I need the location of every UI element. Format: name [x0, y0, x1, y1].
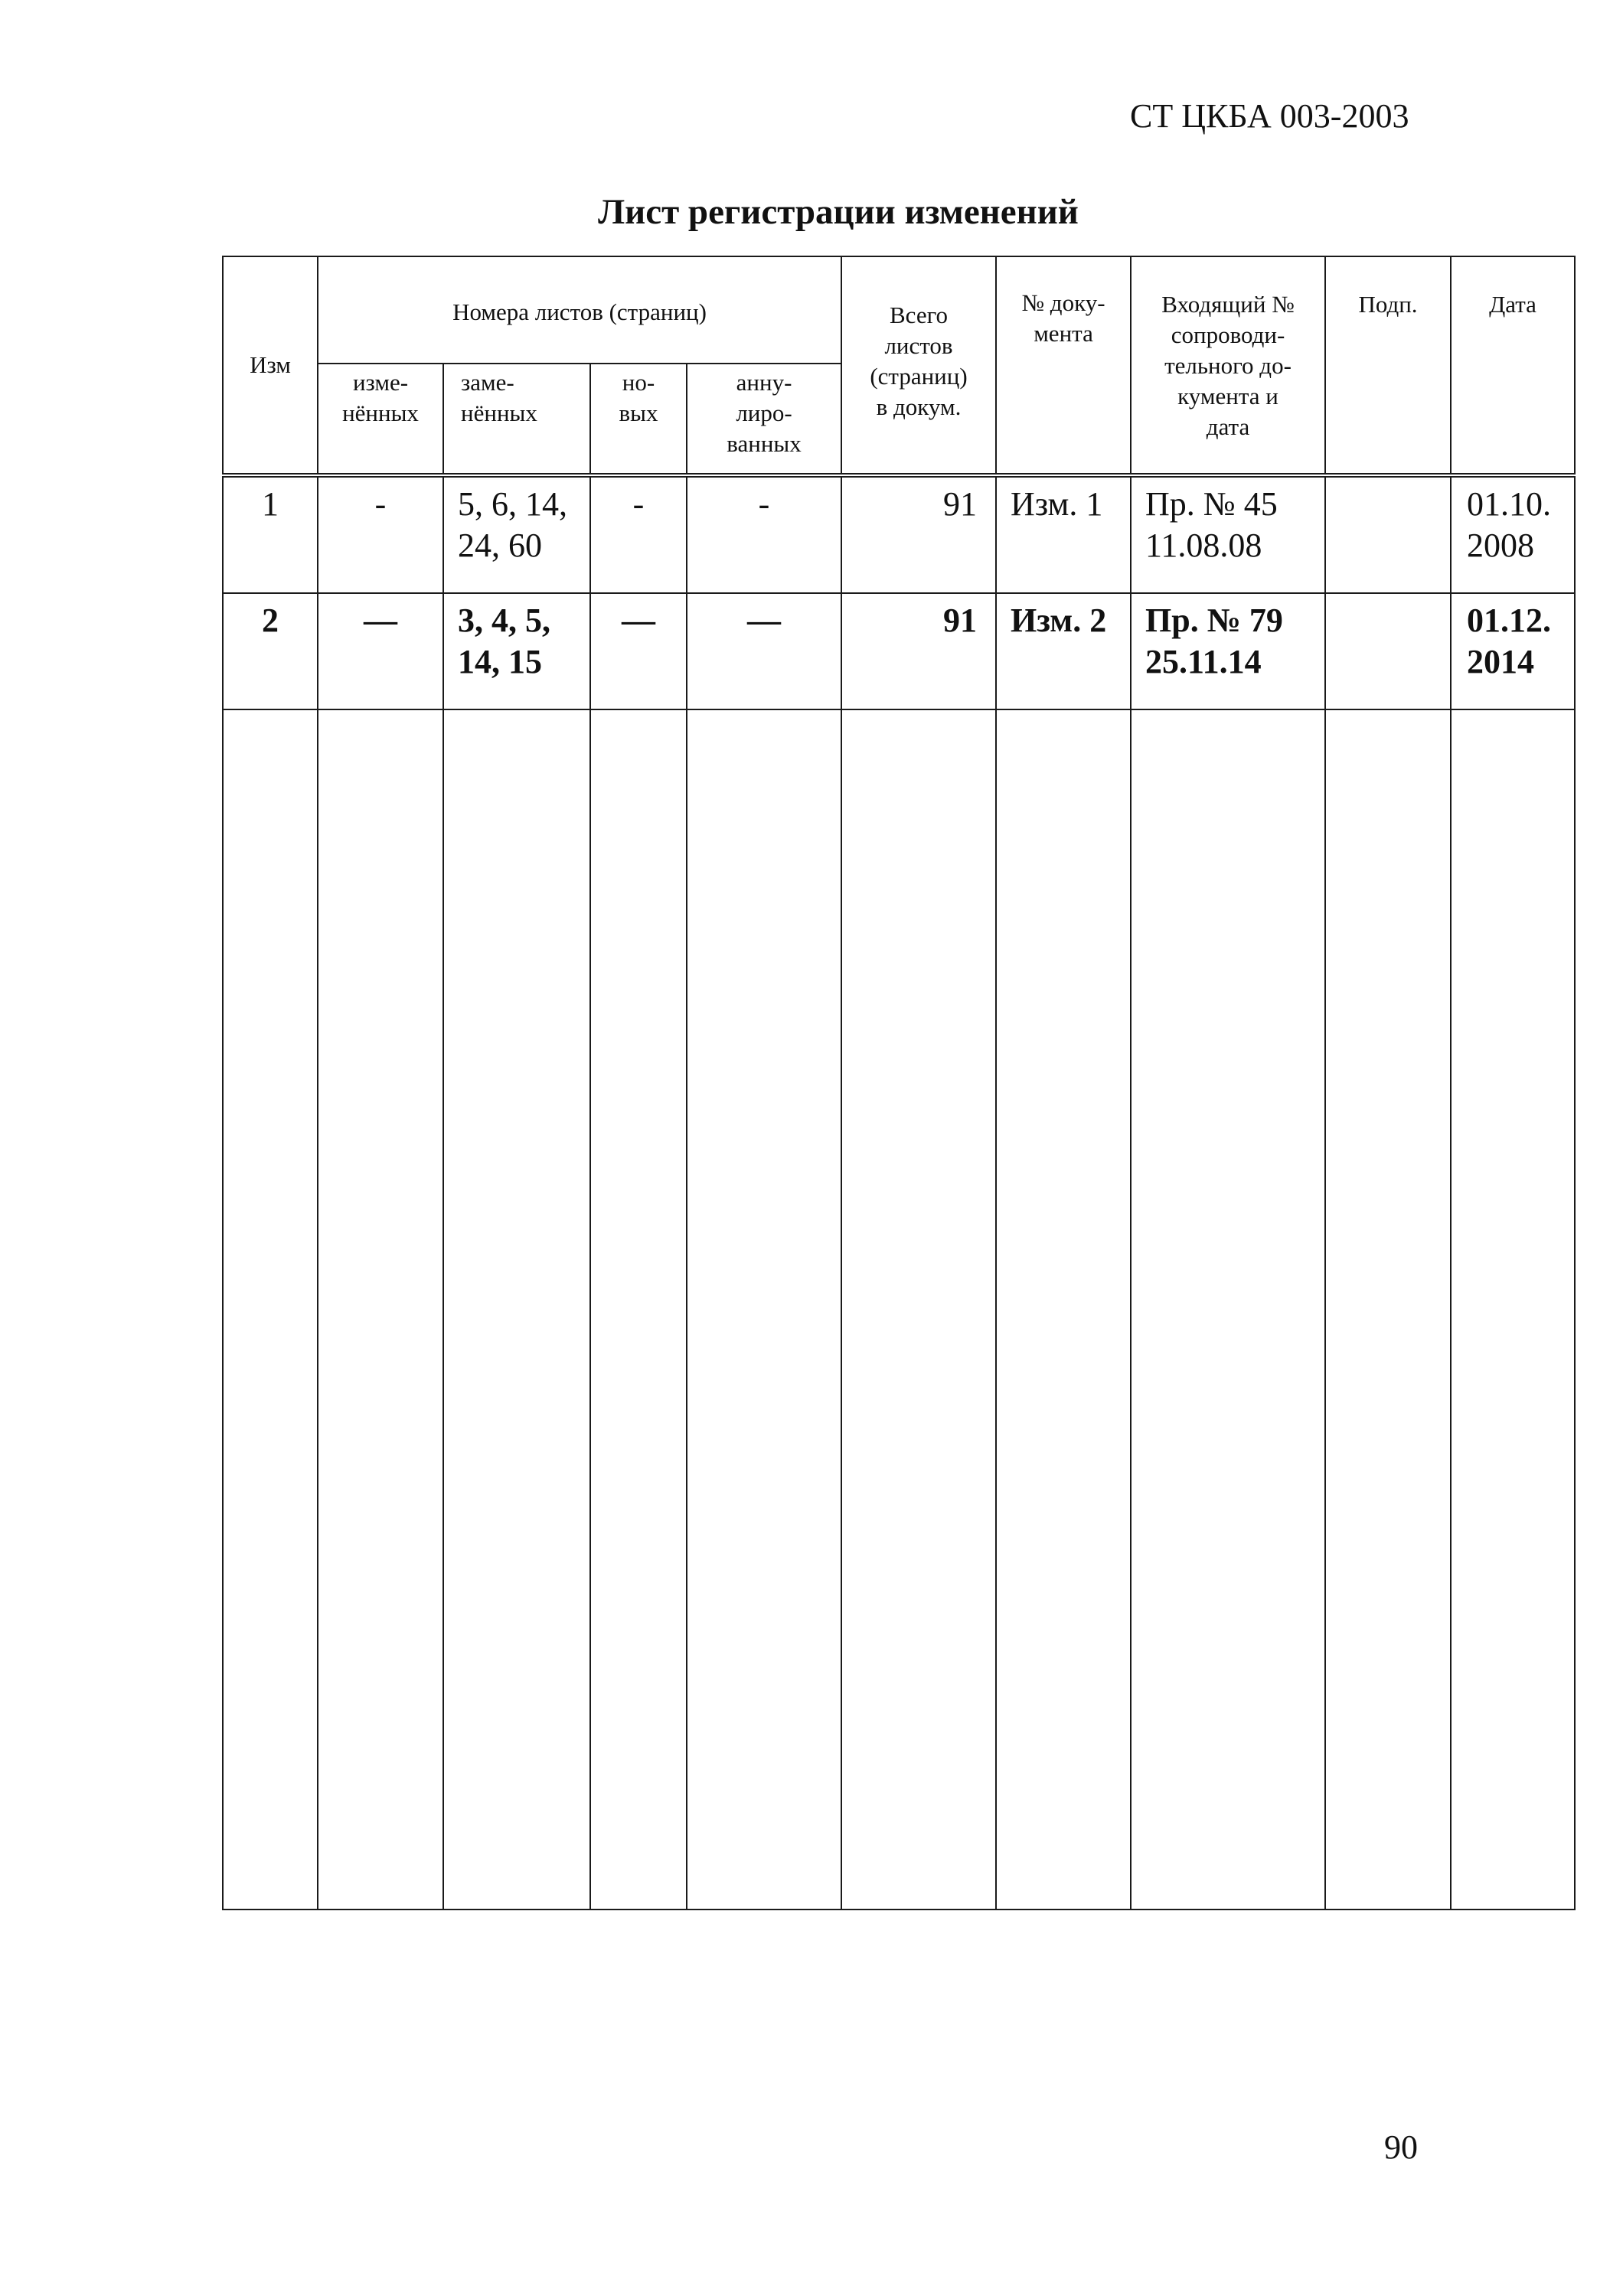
cell-changed — [318, 593, 443, 709]
cell-total-value: 91 — [943, 602, 978, 639]
cell-annulled-value: - — [758, 485, 770, 523]
table-row — [223, 475, 1575, 593]
cell-annulled — [687, 593, 841, 709]
empty-cell — [1325, 709, 1451, 1910]
empty-cell — [841, 709, 996, 1910]
empty-cell — [590, 709, 687, 1910]
cell-changed-value: — — [364, 602, 397, 639]
header-changed — [318, 364, 443, 475]
header-sheet-numbers-label: Номера листов (страниц) — [452, 298, 707, 325]
empty-cell — [996, 709, 1131, 1910]
cell-new — [590, 593, 687, 709]
header-date — [1451, 256, 1575, 475]
header-date-label: Дата — [1489, 291, 1536, 318]
document-code: СТ ЦКБА 003-2003 — [1130, 97, 1409, 135]
cell-annulled-value: — — [747, 602, 781, 639]
cell-doc-number-value: Изм. 1 — [1011, 485, 1103, 523]
cell-doc-number — [996, 475, 1131, 593]
empty-cell — [1451, 709, 1575, 1910]
header-replaced-label: заме- нённых — [461, 369, 537, 426]
header-total-sheets-label: Всего листов (страниц) в докум. — [870, 302, 968, 420]
cell-replaced — [443, 475, 590, 593]
cell-izm — [223, 475, 318, 593]
cell-incoming-value: Пр. № 45 11.08.08 — [1145, 485, 1278, 564]
empty-cell — [223, 709, 318, 1910]
header-sheet-numbers — [318, 256, 841, 364]
header-changed-label: изме- нённых — [342, 369, 419, 426]
table-empty-area — [223, 709, 1575, 1910]
cell-signature-value — [1326, 478, 1450, 484]
table-header-row — [223, 256, 1575, 364]
header-annulled — [687, 364, 841, 475]
cell-annulled — [687, 475, 841, 593]
cell-changed — [318, 475, 443, 593]
empty-cell — [687, 709, 841, 1910]
header-total-sheets — [841, 256, 996, 475]
empty-cell — [318, 709, 443, 1910]
cell-incoming — [1131, 593, 1325, 709]
cell-total-value: 91 — [943, 485, 978, 523]
empty-cell — [443, 709, 590, 1910]
header-annulled-label: анну- лиро- ванных — [727, 369, 802, 457]
cell-incoming — [1131, 475, 1325, 593]
header-new — [590, 364, 687, 475]
cell-new — [590, 475, 687, 593]
change-registration-table — [222, 256, 1576, 1910]
cell-replaced-value: 5, 6, 14, 24, 60 — [458, 485, 567, 564]
empty-cell — [1131, 709, 1325, 1910]
header-replaced — [443, 364, 590, 475]
cell-izm-value: 1 — [262, 485, 279, 523]
cell-replaced-value: 3, 4, 5, 14, 15 — [458, 602, 550, 680]
cell-total — [841, 475, 996, 593]
header-izm-label: Изм — [250, 351, 291, 378]
header-izm — [223, 256, 318, 475]
header-incoming-doc-label: Входящий № сопроводи- тельного до- кумента и дата — [1161, 291, 1295, 440]
table-row — [223, 593, 1575, 709]
cell-date — [1451, 475, 1575, 593]
cell-date-value: 01.10. 2008 — [1467, 485, 1552, 564]
page-title: Лист регистрации изменений — [598, 192, 1079, 232]
header-doc-number-label: № доку- мента — [1021, 289, 1105, 347]
cell-signature — [1325, 593, 1451, 709]
cell-incoming-value: Пр. № 79 25.11.14 — [1145, 602, 1283, 680]
header-incoming-doc — [1131, 256, 1325, 475]
cell-replaced — [443, 593, 590, 709]
header-new-label: но- вых — [619, 369, 658, 426]
cell-izm — [223, 593, 318, 709]
cell-doc-number — [996, 593, 1131, 709]
header-signature-label: Подп. — [1358, 291, 1418, 318]
cell-changed-value: - — [374, 485, 387, 523]
cell-new-value: — — [622, 602, 655, 639]
cell-signature-value — [1326, 594, 1450, 600]
cell-date-value: 01.12. 2014 — [1467, 602, 1552, 680]
header-doc-number — [996, 256, 1131, 475]
cell-doc-number-value: Изм. 2 — [1011, 602, 1107, 639]
page-number: 90 — [1384, 2128, 1418, 2166]
cell-new-value: - — [632, 485, 645, 523]
cell-izm-value: 2 — [262, 602, 279, 639]
cell-date — [1451, 593, 1575, 709]
cell-signature — [1325, 475, 1451, 593]
header-signature — [1325, 256, 1451, 475]
cell-total — [841, 593, 996, 709]
